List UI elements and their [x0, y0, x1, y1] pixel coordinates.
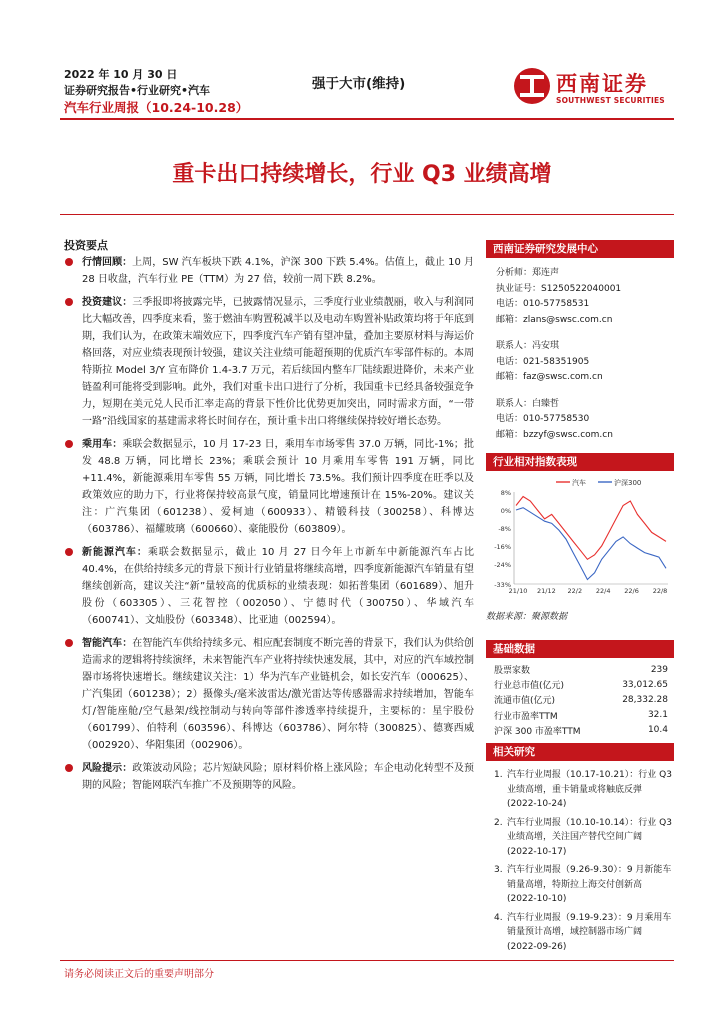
x-tick-label: 21/12 — [537, 587, 556, 595]
report-date: 2022 年 10 月 30 日 — [64, 68, 178, 81]
logo-english: SOUTHWEST SECURITIES — [556, 96, 665, 105]
row-value: 10.4 — [647, 725, 668, 736]
point-label: 风险提示： — [82, 763, 133, 774]
point-new-energy — [64, 544, 474, 629]
x-tick-label: 22/2 — [567, 587, 583, 595]
contact-name: 联系人：白臻哲 — [496, 398, 560, 409]
relative-index-chart — [486, 474, 674, 600]
legend-label: 汽车 — [572, 479, 586, 487]
point-text: 政策波动风险；芯片短缺风险；原材料价格上涨风险；车企电动化转型不及预期的风险；智能网联汽车推广不及预期等的风险。 — [82, 763, 475, 791]
related-item[interactable] — [494, 768, 674, 812]
point-text: 上周，SW 汽车板块下跌 4.1%，沪深 300 下跌 5.4%。估值上，截止 10 月 28 日收盘，汽车行业 PE（TTM）为 27 倍，较前一周下跌 8.2%。 — [82, 257, 475, 285]
point-risk — [64, 760, 474, 794]
point-label: 乘用车： — [82, 439, 123, 450]
point-label: 智能汽车： — [82, 638, 133, 649]
contact-line: 电话：010-57758531 — [496, 299, 590, 309]
row-label: 沪深 300 市盈率TTM — [494, 726, 581, 737]
point-label: 行情回顾： — [82, 257, 133, 268]
investment-points — [64, 254, 474, 800]
table-row — [486, 723, 674, 738]
contact-analyst — [486, 266, 674, 328]
y-tick-label: 8% — [500, 489, 511, 497]
contact-name: 分析师：郑连声 — [496, 268, 560, 278]
point-label: 投资建议： — [82, 297, 133, 308]
row-label: 行业市盈率TTM — [494, 711, 558, 722]
y-tick-label: -8% — [498, 524, 511, 533]
relative-index-heading: 行业相对指数表现 — [486, 453, 674, 471]
company-logo — [512, 64, 672, 110]
contact-line: 电话：021-58351905 — [496, 356, 590, 367]
contact-email[interactable]: 邮箱：faz@swsc.com.cn — [496, 372, 603, 382]
point-investment-advice — [64, 294, 474, 430]
contact-line: 电话：010-57758530 — [496, 414, 590, 424]
rating: 强于大市(维持) — [312, 76, 406, 92]
logo-name: 西南证券 — [556, 72, 648, 96]
basic-data-table — [486, 662, 674, 738]
report-category: 证券研究报告•行业研究•汽车 — [64, 84, 211, 97]
bullet-icon — [65, 764, 73, 772]
research-center-heading: 西南证券研究发展中心 — [486, 240, 674, 258]
chart-svg — [486, 474, 674, 600]
row-value: 33,012.65 — [622, 679, 668, 690]
related-text: 汽车行业周报（10.10-10.14）：行业 Q3 业绩高增，关注国产替代空间广阔 — [507, 817, 672, 842]
contact-email[interactable]: 邮箱：zlans@swsc.com.cn — [496, 314, 613, 325]
related-research-heading: 相关研究 — [486, 743, 674, 761]
title-divider — [60, 214, 674, 215]
x-tick-label: 21/10 — [508, 587, 528, 595]
y-tick-label: -16% — [494, 542, 511, 551]
relative-index-heading-bar — [486, 453, 674, 471]
related-research-panel — [486, 743, 674, 958]
basic-data-panel — [486, 640, 674, 738]
header-divider — [60, 118, 674, 120]
point-text: 乘联会数据显示，截止 10 月 27 日今年上市新车中新能源汽车占比 40.4%，在供给持续多元的背景下预计行业销量将继续高增，四季度新能源汽车销量有望继续创新高，建议关注“新”量较高的优质标的业绩表现：如拓普集团（601689）、旭升股份（603305）、三花智控（002050）、宁德时代（300750）、华域汽车（600741）、文灿股份（603348）、比亚迪（002594）。 — [82, 547, 475, 626]
row-value: 239 — [650, 664, 668, 675]
related-item[interactable] — [494, 816, 674, 860]
series-line-csi300 — [516, 508, 666, 580]
related-date: (2022-10-10) — [507, 894, 567, 904]
related-num: 4. — [494, 912, 503, 923]
bullet-icon — [65, 258, 73, 266]
bullet-icon — [65, 298, 73, 306]
bullet-icon — [65, 639, 73, 647]
y-tick-label: -24% — [494, 560, 511, 569]
section-label: 投资要点 — [64, 239, 108, 252]
basic-data-heading: 基础数据 — [486, 640, 674, 658]
point-smart-cars — [64, 635, 474, 754]
table-row — [486, 662, 674, 677]
footer-divider — [60, 960, 674, 961]
contact-person-1 — [486, 339, 674, 386]
point-market-review — [64, 254, 474, 288]
contact-name: 联系人：冯安琪 — [496, 341, 560, 351]
footer-disclaimer[interactable]: 请务必阅读正文后的重要声明部分 — [64, 969, 214, 980]
logo-emblem-icon — [512, 66, 552, 106]
series-line-auto — [516, 497, 666, 560]
row-value: 28,332.28 — [622, 694, 668, 705]
related-date: (2022-10-17) — [507, 846, 567, 857]
related-item[interactable] — [494, 863, 674, 907]
report-series: 汽车行业周报（10.24-10.28） — [64, 100, 249, 115]
x-tick-label: 22/6 — [624, 587, 639, 595]
y-tick-label: 0% — [500, 506, 511, 515]
bullet-icon — [65, 440, 73, 448]
page-title: 重卡出口持续增长，行业 Q3 业绩高增 — [172, 162, 552, 187]
related-text: 汽车行业周报（9.19-9.23）：9 月乘用车销量预计高增，域控制器市场广阔 — [507, 912, 672, 937]
row-label: 股票家数 — [494, 666, 531, 677]
related-text: 汽车行业周报（9.26-9.30）：9 月新能车销量高增，特斯拉上海交付创新高 — [507, 865, 672, 890]
related-num: 3. — [494, 865, 503, 875]
point-text: 乘联会数据显示，10 月 17-23 日，乘用车市场零售 37.0 万辆，同比-1%；批发 48.8 万辆，同比增长 23%；乘联会预计 10 月乘用车零售 191 万辆，同比+11.4%，新能源乘用车零售 55 万辆，同比增长 73.5%。我们预计四季度在旺季以及政策效应的助力下，行业将保持较高景气度，销量同比增速预计在 15%-20%。建议关注：广汽集团（601238）、爱柯迪（600933）、精锻科技（300258）、科博达（603786）、福耀玻璃（600660）、豪能股份（603809）。 — [82, 439, 474, 535]
row-label: 行业总市值(亿元) — [494, 681, 565, 692]
related-item[interactable] — [494, 911, 674, 955]
table-row — [486, 677, 674, 692]
point-text: 三季报即将披露完毕，已披露情况显示，三季度行业业绩靓丽，收入与利润同比大幅改善，四季度来看，鉴于燃油车购置税减半以及电动车购置补贴政策均将于年底到期，我们认为，在政策末端效应下，四季度汽车产销有望冲量，叠加主要原材料与海运价格回落，对应业绩表现预计较强，建议关注业绩可能超预期的优质汽车零部件标的。本周特斯拉 Model 3/Y 宣布降价 1.4-3.7 万元，若后续国内整车厂陆续跟进降价，未来产业链盈利可能将受到影响。此外，我们对重卡出口进行了分析，我国重卡已经具备较强竞争力，短期在美元兑人民币汇率走高的背景下性价比优势更加突出，同时需求方面，“一带一路”沿线国家的基建需求将长时间存在，预计重卡出口将继续保持较好增长态势。 — [82, 297, 475, 427]
related-num: 2. — [494, 817, 503, 828]
row-value: 32.1 — [647, 710, 668, 721]
x-tick-label: 22/4 — [595, 587, 611, 595]
related-num: 1. — [494, 770, 503, 780]
bullet-icon — [65, 548, 73, 556]
contact-person-2 — [486, 397, 674, 444]
related-text: 汽车行业周报（10.17-10.21）：行业 Q3 业绩高增，重卡销量或将触底反弹 — [507, 770, 672, 795]
x-tick-label: 22/8 — [652, 587, 668, 595]
chart-source: 数据来源：聚源数据 — [486, 612, 568, 622]
related-date: (2022-09-26) — [507, 941, 567, 952]
point-passenger-cars — [64, 436, 474, 538]
point-label: 新能源汽车： — [82, 547, 148, 558]
y-tick-label: -33% — [494, 581, 511, 589]
related-list — [486, 768, 674, 954]
table-row — [486, 708, 674, 723]
related-date: (2022-10-24) — [507, 799, 567, 809]
legend-label: 沪深300 — [614, 479, 642, 487]
row-label: 流通市值(亿元) — [494, 696, 556, 707]
table-row — [486, 692, 674, 707]
research-center-panel — [486, 240, 674, 443]
point-text: 在智能汽车供给持续多元、相应配套制度不断完善的背景下，我们认为供给创造需求的逻辑将持续演绎，未来智能汽车产业将持续快速发展，其中，对应的汽车域控制器市场将快速增长。继续建议关注：1）华为汽车产业链机会，如长安汽车（000625）、广汽集团（601238）；2）摄像头/毫米波雷达/激光雷达等传感器需求持续增加，智能车灯/智能座舱/空气悬架/线控制动与转向等部件渗透率持续提升，主要标的：星宇股份（601799）、伯特利（603596）、科博达（603786）、阿尔特（300825）、德赛西威（002920）、华阳集团（002906）。 — [82, 638, 475, 751]
contact-line: 执业证号：S1250522040001 — [496, 283, 622, 294]
contact-email[interactable]: 邮箱：bzzyf@swsc.com.cn — [496, 429, 613, 440]
